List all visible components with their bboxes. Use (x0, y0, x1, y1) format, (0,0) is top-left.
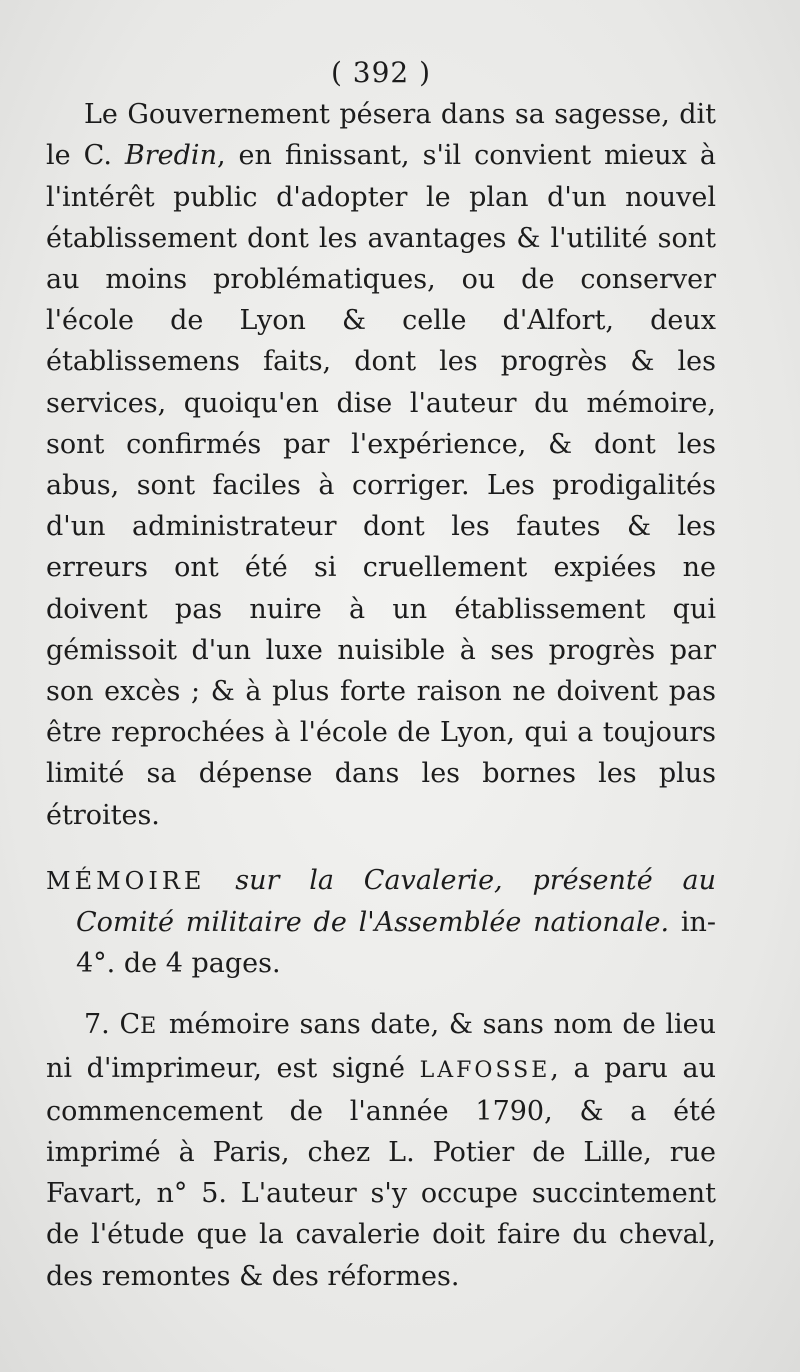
paragraph-number: 7. (84, 1009, 120, 1041)
initial-cap: C (119, 1009, 141, 1041)
author-signature: LAFOSSE (419, 1057, 551, 1083)
bibliographic-entry (46, 860, 716, 985)
page-text (46, 52, 716, 1297)
paragraph-lafosse (46, 1004, 716, 1296)
small-caps: E (140, 1014, 160, 1040)
paragraph-text: Le Gouvernement pésera dans sa sagesse, dit le C. (46, 99, 716, 172)
paragraph-bredin (46, 94, 716, 836)
entry-format: in-4°. de 4 pages. (76, 907, 716, 980)
entry-title: sur la Cavalerie, présenté au Comité militaire de l'Assemblée nationale. (76, 864, 716, 939)
entry-lead: MÉMOIRE (46, 866, 206, 895)
person-name: Bredin (124, 140, 217, 172)
paragraph-text: mémoire sans date, & sans nom de lieu ni d'imprimeur, est signé (46, 1009, 716, 1084)
paragraph-text: , en finissant, s'il convient mieux à l'intérêt public d'adopter le plan d'un nouvel établissement dont les avantages & l'utilité sont au moins problématiques, ou de conserver l'école de Lyon & celle d'Alfort, deux établissemens faits, dont les progrès & les services, quoiqu'en dise l'auteur du mémoire, sont confirmés par l'expérience, & dont les abus, sont faciles à corriger. Les prodigalités d'un administrateur dont les fautes & les erreurs ont été si cruellement expiées ne doivent pas nuire à un établissement qui gémissoit d'un luxe nuisible à ses progrès par son excès ; & à plus forte raison ne doivent pas être reprochées à l'école de Lyon, qui a toujours limité sa dépense dans les bornes les plus étroites. (46, 140, 716, 831)
paragraph-text: , a paru au commencement de l'année 1790, & a été imprimé à Paris, chez L. Potier de Lille, rue Favart, n° 5. L'auteur s'y occupe succintement de l'étude que la cavalerie doit faire du cheval, des remontes & des réformes. (46, 1052, 716, 1292)
page-number: ( 392 ) (330, 56, 432, 89)
